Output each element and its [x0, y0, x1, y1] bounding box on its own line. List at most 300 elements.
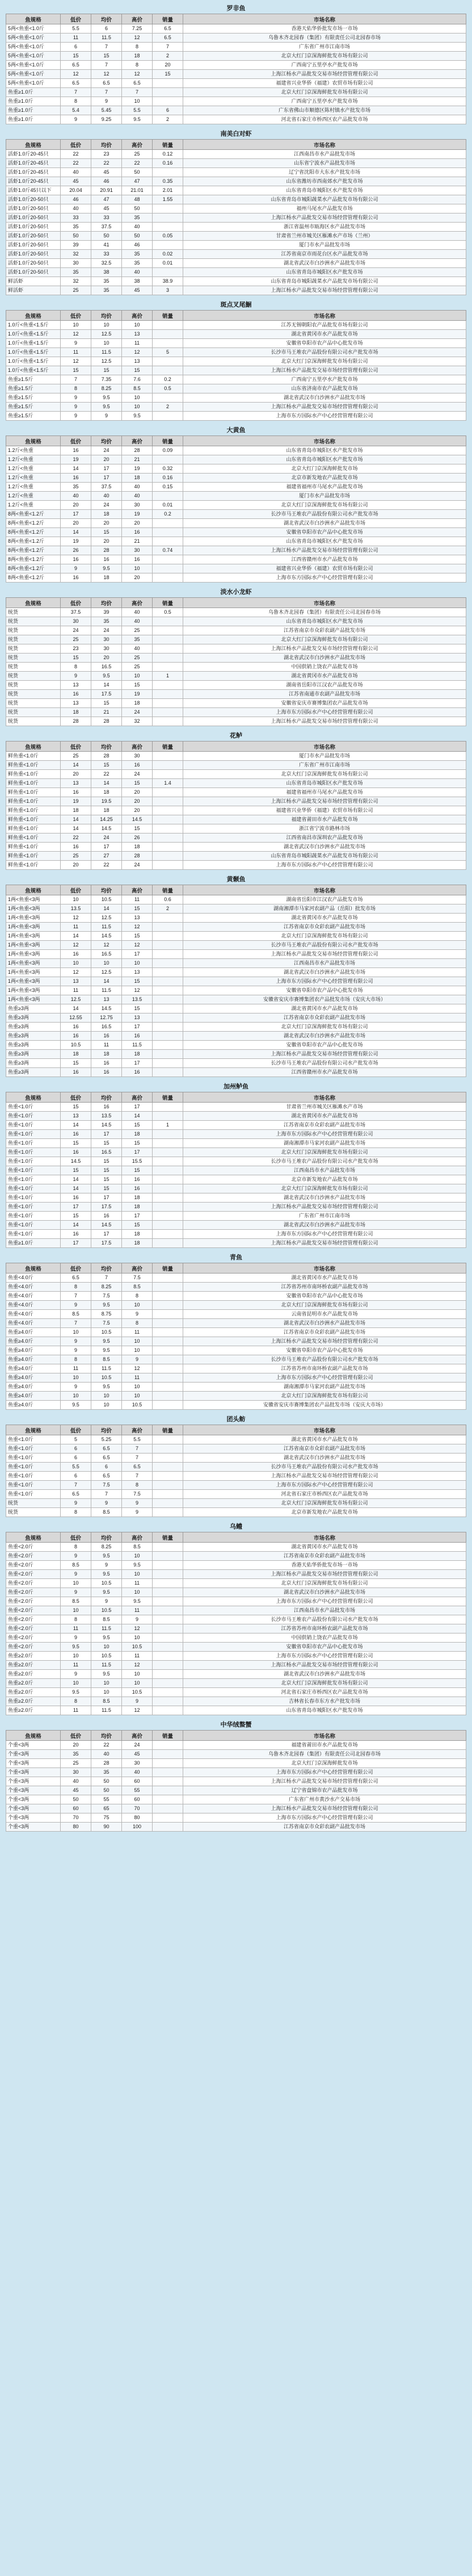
market-cell: 上海江杨水产品批发交易市场经营管理有限公司: [183, 1239, 466, 1248]
value-cell: 11.5: [91, 348, 122, 357]
column-header: 鱼规格: [6, 436, 61, 446]
table-row: [6, 195, 466, 204]
table-row: [6, 1121, 466, 1130]
table-row: [6, 806, 466, 815]
value-cell: [153, 1759, 183, 1768]
value-cell: 16.5: [91, 1023, 122, 1032]
spec-cell: 鲜鱼重<1.0斤: [6, 806, 61, 815]
market-cell: 安徽省阜阳市农产品中心批发市场: [183, 1292, 466, 1301]
spec-cell: 统货: [6, 1499, 61, 1508]
market-cell: 湖南湘潭市马家河农副产品（岳阳）批发市场: [183, 904, 466, 914]
market-cell: 江西省赣州市水产品批发市场: [183, 555, 466, 564]
column-header: 低价: [61, 311, 91, 321]
table-row: [6, 1481, 466, 1490]
value-cell: [153, 1688, 183, 1697]
table-row: [6, 681, 466, 690]
column-header: 低价: [61, 1731, 91, 1741]
value-cell: 24: [91, 833, 122, 843]
market-cell: 江西南昌市水产品批发市场: [183, 1166, 466, 1175]
value-cell: [153, 843, 183, 852]
value-cell: 6.5: [61, 1274, 91, 1283]
spec-cell: 活虾1.0斤20-50只: [6, 213, 61, 223]
value-cell: 35: [61, 268, 91, 277]
spec-cell: 8两<鱼重<1.2斤: [6, 528, 61, 537]
value-cell: [153, 1508, 183, 1517]
value-cell: 90: [91, 1823, 122, 1832]
spec-cell: 8两<鱼重<1.2斤: [6, 510, 61, 519]
value-cell: 8.5: [122, 384, 153, 393]
value-cell: 0.32: [153, 464, 183, 474]
column-header: 高价: [122, 1263, 153, 1274]
value-cell: 35: [122, 250, 153, 259]
value-cell: 15.5: [122, 1157, 153, 1166]
value-cell: 10: [122, 1670, 153, 1679]
table-row: [6, 1670, 466, 1679]
value-cell: 10.5: [122, 1688, 153, 1697]
value-cell: 9.5: [91, 1383, 122, 1392]
value-cell: 16: [61, 1068, 91, 1077]
value-cell: 8: [122, 1319, 153, 1328]
table-row: [6, 115, 466, 124]
column-header: 低价: [61, 598, 91, 608]
value-cell: 9: [91, 97, 122, 106]
market-cell: 长沙市马王堆农产品股份有限公司水产批发市场: [183, 1355, 466, 1364]
market-cell: 北京大红门京深海鲜批发市场有限公司: [183, 635, 466, 644]
value-cell: 0.35: [153, 177, 183, 186]
value-cell: 22: [61, 159, 91, 168]
value-cell: 9: [122, 1499, 153, 1508]
spec-cell: 鱼重≥2.0斤: [6, 1706, 61, 1715]
value-cell: 20: [122, 573, 153, 583]
market-cell: 上海市东方国际水产中心经营管理有限公司: [183, 708, 466, 717]
column-header: 均价: [91, 742, 122, 752]
value-cell: [153, 824, 183, 833]
market-cell: 乌鲁木齐北园春（集团）有限责任公司北园春市场: [183, 1750, 466, 1759]
value-cell: 7: [61, 88, 91, 97]
market-cell: 上海江杨水产品批发交易市场经营管理有限公司: [183, 1337, 466, 1346]
value-cell: 15: [122, 779, 153, 788]
value-cell: 35: [122, 635, 153, 644]
table-row: [6, 1103, 466, 1112]
column-header: 鱼规格: [6, 1425, 61, 1435]
value-cell: 35: [91, 286, 122, 295]
value-cell: 9: [122, 1310, 153, 1319]
market-cell: 湖北省黄冈市水产品批发市场: [183, 330, 466, 339]
value-cell: 16.5: [91, 950, 122, 959]
spec-cell: 5两<鱼重<1.0斤: [6, 61, 61, 70]
column-header: 高价: [122, 598, 153, 608]
value-cell: 14.5: [91, 932, 122, 941]
value-cell: 2: [153, 115, 183, 124]
table-row: [6, 788, 466, 797]
value-cell: [153, 932, 183, 941]
table-row: [6, 761, 466, 770]
value-cell: 12: [61, 357, 91, 366]
value-cell: 9.5: [91, 1337, 122, 1346]
value-cell: 13.5: [122, 995, 153, 1004]
market-cell: 湖北省武汉市白沙洲水产品批发市场: [183, 843, 466, 852]
market-cell: 上海江杨水产品批发交易市场经营管理有限公司: [183, 366, 466, 375]
value-cell: [153, 268, 183, 277]
value-cell: 12: [61, 941, 91, 950]
spec-cell: 1两<鱼重<3两: [6, 904, 61, 914]
value-cell: [153, 1239, 183, 1248]
value-cell: 16: [122, 1175, 153, 1184]
value-cell: 16: [91, 1103, 122, 1112]
value-cell: [153, 330, 183, 339]
table-row: [6, 168, 466, 177]
value-cell: 11: [61, 986, 91, 995]
value-cell: 25: [61, 752, 91, 761]
price-table: [6, 14, 466, 124]
value-cell: 40: [61, 204, 91, 213]
value-cell: 10: [91, 339, 122, 348]
table-row: [6, 1804, 466, 1813]
value-cell: [153, 1786, 183, 1795]
value-cell: [153, 1552, 183, 1561]
value-cell: 30: [91, 644, 122, 654]
price-table: [6, 435, 466, 583]
table-row: [6, 1795, 466, 1804]
value-cell: 8: [122, 1481, 153, 1490]
market-cell: 北京大红门京深海鲜批发市场有限公司: [183, 932, 466, 941]
table-row: [6, 528, 466, 537]
value-cell: 9: [61, 339, 91, 348]
market-cell: 湖北省武汉市白沙洲水产品批发市场: [183, 1221, 466, 1230]
market-cell: 山东省青岛市城阳区水产批发市场: [183, 446, 466, 455]
market-cell: 北京大红门京深海鲜批发市场有限公司: [183, 1392, 466, 1401]
value-cell: [153, 1624, 183, 1633]
spec-cell: 统货: [6, 672, 61, 681]
section-block: [6, 731, 466, 870]
value-cell: 9: [61, 1346, 91, 1355]
spec-cell: 个重<3两: [6, 1813, 61, 1823]
spec-cell: 1两<鱼重<3两: [6, 923, 61, 932]
market-cell: 上海市东方国际水产中心经营管理有限公司: [183, 412, 466, 421]
spec-cell: 鲜鱼重<1.0斤: [6, 779, 61, 788]
value-cell: 12: [61, 70, 91, 79]
table-row: [6, 1373, 466, 1383]
value-cell: 30: [61, 259, 91, 268]
market-cell: 江苏省南通市农副产品批发市场: [183, 690, 466, 699]
value-cell: 11: [61, 1624, 91, 1633]
value-cell: [153, 393, 183, 403]
spec-cell: 鱼重<2.0斤: [6, 1624, 61, 1633]
table-row: [6, 564, 466, 573]
market-cell: 北京大红门京深海鲜批发市场有限公司: [183, 1184, 466, 1193]
value-cell: 13: [61, 977, 91, 986]
table-row: [6, 546, 466, 555]
column-header: 低价: [61, 1425, 91, 1435]
market-cell: 安徽省阜阳市农产品中心批发市场: [183, 1643, 466, 1652]
value-cell: [153, 1041, 183, 1050]
value-cell: 17.5: [91, 1239, 122, 1248]
value-cell: [153, 761, 183, 770]
value-cell: 40: [122, 492, 153, 501]
spec-cell: 鱼重<1.0斤: [6, 1139, 61, 1148]
column-header: 高价: [122, 1092, 153, 1103]
market-cell: 江苏省南京市众彩农副产品批发市场: [183, 923, 466, 932]
table-row: [6, 232, 466, 241]
market-cell: 北京大红门京深海鲜批发市场有限公司: [183, 501, 466, 510]
value-cell: 30: [122, 501, 153, 510]
value-cell: 13: [61, 699, 91, 708]
value-cell: 0.12: [153, 150, 183, 159]
value-cell: 15: [91, 1157, 122, 1166]
value-cell: 8.5: [61, 1597, 91, 1606]
value-cell: 14: [61, 1184, 91, 1193]
value-cell: 9: [61, 1383, 91, 1392]
value-cell: 15: [61, 1139, 91, 1148]
value-cell: [153, 1579, 183, 1588]
spec-cell: 5两<鱼重<1.0斤: [6, 79, 61, 88]
section-title: 花鲈: [230, 732, 242, 739]
value-cell: 16: [91, 1032, 122, 1041]
value-cell: 11: [122, 339, 153, 348]
table-row: [6, 1041, 466, 1050]
value-cell: 16: [61, 690, 91, 699]
spec-cell: 活虾1.0斤20-50只: [6, 204, 61, 213]
market-cell: 福建省莆田市水产品批发市场: [183, 815, 466, 824]
spec-cell: 鱼重<1.0斤: [6, 1175, 61, 1184]
value-cell: 14.5: [91, 1121, 122, 1130]
value-cell: 13: [122, 1013, 153, 1023]
value-cell: 22: [61, 150, 91, 159]
table-row: [6, 1023, 466, 1032]
market-cell: 浙江省宁波市路林市场: [183, 824, 466, 833]
value-cell: 18: [122, 1193, 153, 1203]
spec-cell: 个重<3两: [6, 1823, 61, 1832]
value-cell: 10: [122, 403, 153, 412]
value-cell: 17: [91, 1130, 122, 1139]
column-header: 市场名称: [183, 1263, 466, 1274]
section-title: 淡水小龙虾: [220, 589, 252, 596]
value-cell: 17: [91, 843, 122, 852]
spec-cell: 鱼重≥4.0斤: [6, 1346, 61, 1355]
spec-cell: 鲜鱼重<1.0斤: [6, 761, 61, 770]
value-cell: [153, 412, 183, 421]
column-header: 均价: [91, 1532, 122, 1543]
table-header-row: [6, 436, 466, 446]
value-cell: 9.5: [91, 1633, 122, 1643]
value-cell: 40: [61, 168, 91, 177]
value-cell: [153, 573, 183, 583]
value-cell: 10: [122, 1679, 153, 1688]
column-header: 均价: [91, 1263, 122, 1274]
market-cell: 甘肃省兰州市城关区雁滩水产市场（兰州）: [183, 232, 466, 241]
value-cell: 10: [122, 1383, 153, 1392]
table-row: [6, 375, 466, 384]
section-title: 黄颡鱼: [226, 876, 246, 883]
value-cell: 9.5: [61, 1643, 91, 1652]
value-cell: 40: [91, 1750, 122, 1759]
value-cell: 22: [91, 770, 122, 779]
price-table: [6, 885, 466, 1077]
table-row: [6, 1777, 466, 1786]
market-cell: 湖北省武汉市白沙洲水产品批发市场: [183, 1319, 466, 1328]
value-cell: 80: [122, 1813, 153, 1823]
market-cell: 湖北省武汉市白沙洲水产品批发市场: [183, 654, 466, 663]
column-header: 鱼规格: [6, 1731, 61, 1741]
value-cell: 21: [122, 537, 153, 546]
spec-cell: 8两<鱼重<1.2斤: [6, 555, 61, 564]
value-cell: 16: [61, 555, 91, 564]
market-cell: 福建省福州市马尾水产品批发市场: [183, 483, 466, 492]
value-cell: 15: [122, 977, 153, 986]
value-cell: [153, 528, 183, 537]
value-cell: 18: [61, 806, 91, 815]
value-cell: [153, 941, 183, 950]
value-cell: 16: [122, 1032, 153, 1041]
market-cell: 上海江杨水产品批发交易市场经营管理有限公司: [183, 1050, 466, 1059]
value-cell: [153, 1435, 183, 1444]
value-cell: 10: [61, 1579, 91, 1588]
spec-cell: 鱼重≥1.0斤: [6, 115, 61, 124]
spec-cell: 活虾1.0斤20-45只: [6, 159, 61, 168]
market-cell: 辽宁省盘锦市农产品批发市场: [183, 1786, 466, 1795]
value-cell: 22: [122, 159, 153, 168]
value-cell: [153, 950, 183, 959]
section-block: [6, 3, 466, 124]
value-cell: [153, 455, 183, 464]
column-header: 高价: [122, 1425, 153, 1435]
spec-cell: 活虾1.0斤20-50只: [6, 223, 61, 232]
value-cell: [153, 1184, 183, 1193]
column-header: 销量: [153, 311, 183, 321]
table-header-row: [6, 742, 466, 752]
value-cell: 12: [122, 70, 153, 79]
spec-cell: 鱼重<2.0斤: [6, 1643, 61, 1652]
spec-cell: 1两<鱼重<3两: [6, 932, 61, 941]
value-cell: 18: [61, 1050, 91, 1059]
value-cell: 2.01: [153, 186, 183, 195]
value-cell: 16.5: [91, 663, 122, 672]
column-header: 市场名称: [183, 436, 466, 446]
value-cell: 16: [61, 573, 91, 583]
value-cell: 9.5: [122, 1561, 153, 1570]
market-cell: 北京大红门京深海鲜批发市场: [183, 1759, 466, 1768]
market-cell: 上海江杨水产品批发交易市场经营管理有限公司: [183, 1777, 466, 1786]
value-cell: 12: [122, 1706, 153, 1715]
value-cell: 7.6: [122, 375, 153, 384]
value-cell: 8.5: [91, 1355, 122, 1364]
value-cell: 14: [61, 824, 91, 833]
table-row: [6, 1508, 466, 1517]
value-cell: 26: [122, 833, 153, 843]
table-row: [6, 1615, 466, 1624]
market-cell: 北京大红门京深海鲜批发市场有限公司: [183, 1301, 466, 1310]
value-cell: 10: [61, 1392, 91, 1401]
table-row: [6, 1444, 466, 1454]
market-cell: 北京大红门京深海鲜批发市场有限公司: [183, 1679, 466, 1688]
column-header: 均价: [91, 598, 122, 608]
table-row: [6, 1221, 466, 1230]
market-cell: 江苏省南京市众彩农副产品批发市场: [183, 1552, 466, 1561]
value-cell: 12.55: [61, 1013, 91, 1023]
value-cell: 8.5: [91, 1508, 122, 1517]
table-row: [6, 384, 466, 393]
market-cell: 湖北省武汉市白沙洲水产品批发市场: [183, 1032, 466, 1041]
value-cell: 15: [122, 1221, 153, 1230]
table-row: [6, 204, 466, 213]
value-cell: 21: [122, 455, 153, 464]
spec-cell: 5两<鱼重<1.0斤: [6, 24, 61, 33]
spec-cell: 统货: [6, 644, 61, 654]
value-cell: 28: [122, 446, 153, 455]
value-cell: 1.55: [153, 195, 183, 204]
spec-cell: 鱼重<1.0斤: [6, 1148, 61, 1157]
value-cell: 16: [61, 1032, 91, 1041]
value-cell: 6.5: [91, 1454, 122, 1463]
value-cell: 28: [91, 717, 122, 726]
section-title: 青鱼: [230, 1254, 242, 1261]
table-row: [6, 1652, 466, 1661]
value-cell: 11: [61, 1661, 91, 1670]
section-block: [6, 1522, 466, 1715]
value-cell: 13: [122, 968, 153, 977]
market-cell: 长沙市马王堆农产品股份有限公司水产批发市场: [183, 1157, 466, 1166]
value-cell: [153, 1355, 183, 1364]
value-cell: 40: [122, 617, 153, 626]
table-header-row: [6, 1092, 466, 1103]
market-cell: 湖北省黄冈市水产品批发市场: [183, 1274, 466, 1283]
table-row: [6, 1597, 466, 1606]
value-cell: 8: [122, 1292, 153, 1301]
market-cell: 河北省石家庄市桥西区农产品批发市场: [183, 1490, 466, 1499]
table-row: [6, 626, 466, 635]
market-cell: 北京大红门京深海鲜批发市场有限公司: [183, 1148, 466, 1157]
spec-cell: 个重<3两: [6, 1795, 61, 1804]
market-cell: 湖南省岳阳市江汉农产品批发市场: [183, 681, 466, 690]
value-cell: 26: [61, 546, 91, 555]
value-cell: [153, 1112, 183, 1121]
table-row: [6, 635, 466, 644]
value-cell: [153, 635, 183, 644]
value-cell: 30: [122, 752, 153, 761]
value-cell: 18: [122, 843, 153, 852]
table-row: [6, 1688, 466, 1697]
value-cell: 9: [91, 1597, 122, 1606]
table-row: [6, 950, 466, 959]
value-cell: [153, 492, 183, 501]
table-row: [6, 690, 466, 699]
value-cell: 16: [61, 1193, 91, 1203]
market-cell: 中国供销上饶农产品批发市场: [183, 663, 466, 672]
value-cell: 5.5: [61, 24, 91, 33]
section-title: 南美白对虾: [220, 131, 252, 137]
column-header: 低价: [61, 436, 91, 446]
value-cell: [153, 797, 183, 806]
value-cell: 11.5: [91, 1661, 122, 1670]
market-cell: 北京市新发地农产品批发市场: [183, 474, 466, 483]
table-row: [6, 366, 466, 375]
value-cell: 10.5: [91, 1579, 122, 1588]
value-cell: [153, 1221, 183, 1230]
table-row: [6, 1813, 466, 1823]
table-header-row: [6, 885, 466, 895]
table-row: [6, 1319, 466, 1328]
column-header: 市场名称: [183, 1092, 466, 1103]
spec-cell: 1.0斤<鱼重<1.5斤: [6, 348, 61, 357]
value-cell: 35: [122, 259, 153, 268]
value-cell: [153, 1679, 183, 1688]
value-cell: 11: [122, 895, 153, 904]
value-cell: [153, 717, 183, 726]
column-header: 鱼规格: [6, 1532, 61, 1543]
market-cell: 江苏省南京市众彩农副产品批发市场: [183, 1823, 466, 1832]
table-row: [6, 1543, 466, 1552]
section-block: [6, 1253, 466, 1410]
